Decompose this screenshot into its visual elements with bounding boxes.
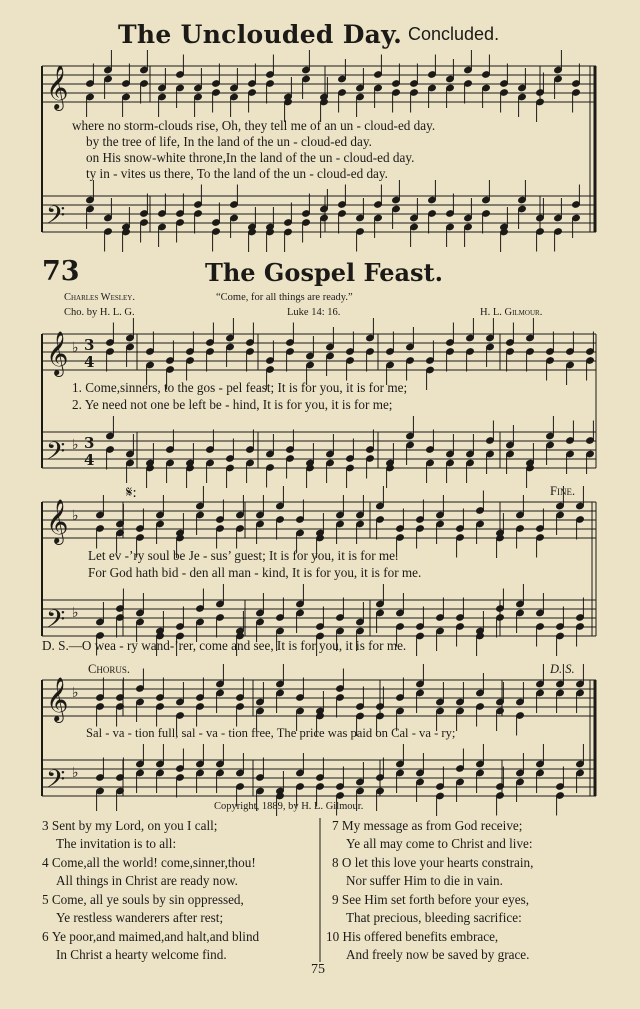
composer-credit: H. L. Gilmour. [480, 307, 543, 318]
hymn-title: The Gospel Feast. [205, 258, 443, 287]
svg-text:♭: ♭ [72, 605, 79, 621]
svg-text:𝄞: 𝄞 [46, 331, 69, 375]
epigraph: “Come, for all things are ready.” [216, 292, 353, 303]
svg-text:3: 3 [84, 434, 95, 452]
verse-5: 5 Come, all ye souls by sin oppressed, Ye restless wanderers after rest; [42, 892, 244, 925]
copyright: Copyright, 1889, by H. L. Gilmour. [214, 801, 364, 812]
segno-sign: 𝄋: [126, 485, 137, 501]
verse-10: 10 His offered benefits embrace, And freely now be saved by grace. [326, 929, 530, 962]
verse-6: 6 Ye poor,and maimed,and halt,and blind In Christ a hearty welcome find. [42, 929, 260, 962]
chorus-label: Chorus. [88, 662, 130, 676]
verse-8: 8 O let this love your hearts constrain, Nor suffer Him to die in vain. [332, 855, 534, 888]
page-number: 75 [311, 962, 325, 977]
lyric-line: 1. Come,sinners, to the gos - pel feast; It is for you, it is for me; [72, 380, 408, 395]
svg-text:♭: ♭ [72, 340, 79, 356]
lyric-line: where no storm-clouds rise, Oh, they tell me of an un - cloud-ed day. [72, 118, 436, 133]
ds-lyric-line: D. S.—O wea - ry wand-’rer, come and see, It is for you, it is for me. [42, 638, 407, 653]
svg-text:♭: ♭ [72, 685, 79, 701]
chorus-lyric: Sal - va - tion full, sal - va - tion free, The price was paid on Cal - va - ry; [86, 726, 456, 740]
lyric-line: by the tree of life, In the land of the un - cloud-ed day. [86, 134, 372, 149]
page-title: The Unclouded Day. [118, 20, 403, 49]
scripture-reference: Luke 14: 16. [287, 307, 341, 318]
svg-text:♭: ♭ [72, 765, 79, 781]
verse-7: 7 My message as from God receive; Ye all may come to Christ and live: [332, 818, 533, 851]
svg-text:3: 3 [84, 336, 95, 354]
svg-text:𝄢: 𝄢 [46, 605, 66, 640]
verse-9: 9 See Him set forth before your eyes, That precious, bleeding sacrifice: [332, 892, 530, 925]
svg-text:♭: ♭ [72, 437, 79, 453]
author-credit: Charles Wesley. [64, 292, 135, 303]
svg-text:♭: ♭ [72, 508, 79, 524]
ds-marker: D. S. [550, 662, 575, 676]
svg-text:𝄢: 𝄢 [46, 765, 66, 800]
lyric-line: on His snow-white throne,In the land of the un - cloud-ed day. [86, 150, 415, 165]
svg-text:𝄞: 𝄞 [46, 677, 69, 721]
svg-text:𝄞: 𝄞 [46, 499, 69, 543]
svg-text:𝄞: 𝄞 [46, 65, 69, 109]
svg-text:𝄢: 𝄢 [46, 201, 66, 236]
svg-text:4: 4 [84, 353, 95, 371]
lyric-line: For God hath bid - den all man - kind, It is for you, it is for me. [88, 565, 422, 580]
verse-3: 3 Sent by my Lord, on you I call; The invitation is to all: [42, 818, 218, 851]
svg-text:4: 4 [84, 451, 95, 469]
svg-text:𝄢: 𝄢 [46, 437, 66, 472]
fine-marker: Fine. [550, 484, 576, 498]
lyric-line: ty in - vites us there, To the land of the un - cloud-ed day. [86, 166, 388, 181]
chorus-credit: Cho. by H. L. G. [64, 307, 135, 318]
lyric-line: Let ev -’ry soul be Je - sus’ guest; It is for you, it is for me. [88, 548, 399, 563]
verse-4: 4 Come,all the world! come,sinner,thou! All things in Christ are ready now. [42, 855, 256, 888]
lyric-line: 2. Ye need not one be left be - hind, It is for you, it is for me; [72, 397, 393, 412]
hymn-number: 73 [42, 256, 80, 287]
page-subtitle: Concluded. [408, 24, 500, 44]
